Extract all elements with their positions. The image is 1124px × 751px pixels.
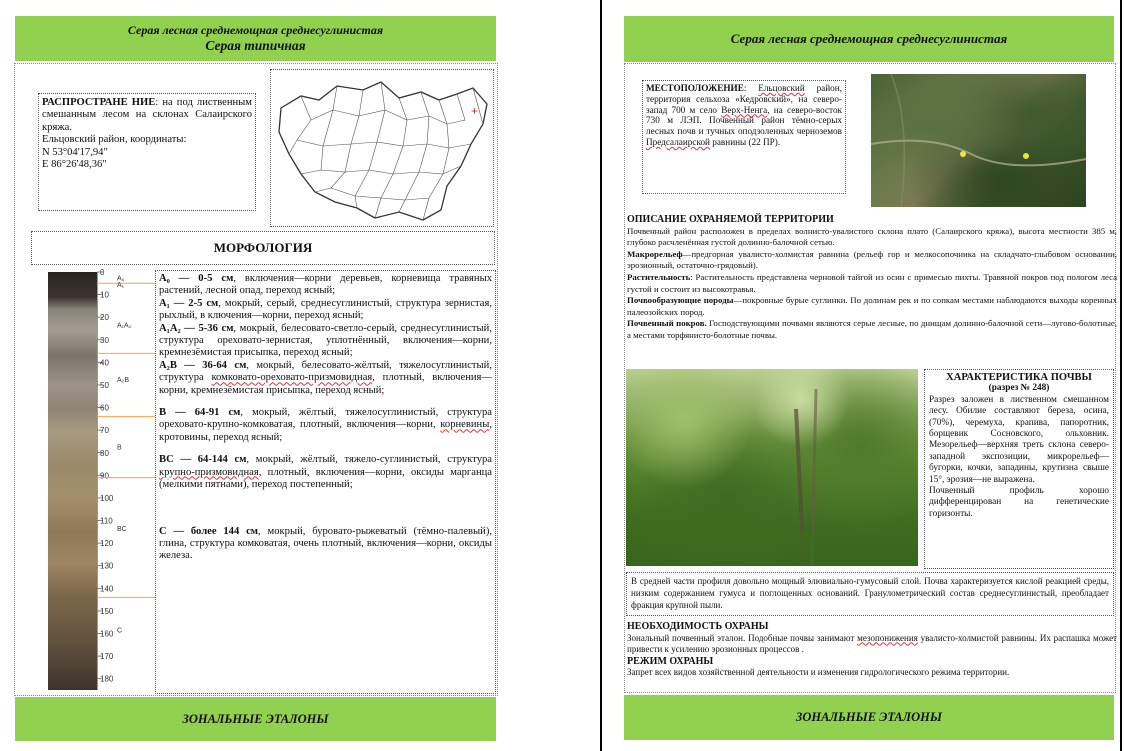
horizon-a0-name: А₀ — 0-5 см: [159, 273, 234, 284]
horizon-a1a2-name: А₁А₂ — 5-36 см: [159, 322, 234, 334]
ruler-tick-label: 70: [100, 426, 109, 436]
left-header-bar: [15, 16, 496, 61]
location-text-c: , на северо-восток 730 м ЛЭП. Почвенный район тёмно-серых лесных почв и тучных оподзоленных черноземов: [646, 104, 843, 137]
soil-characteristic-box: [924, 369, 1114, 569]
necessity-text-a: Зональный почвенный эталон. Подобные почвы занимают: [627, 632, 858, 643]
depth-ruler-overlay: [48, 268, 163, 691]
location-text-sq2: Верх-Ненга: [721, 104, 768, 115]
horizon-b-text-b: , кротовины, переход ясный;: [159, 419, 492, 443]
left-header-line1: Серая лесная среднемощная среднесуглинистая: [127, 23, 384, 37]
territory-intro: Почвенный район расположен в пределах волнисто-увалистого склона плато (Салаирского кряжа), высота местности 385 м, глубоко расчленённая густой долинно-балочной сетью.: [627, 225, 1117, 248]
ruler-tick-label: 50: [100, 380, 109, 390]
left-footer-title: ЗОНАЛЬНЫЕ ЭТАЛОНЫ: [182, 712, 329, 726]
horizon-bc-name: ВС — 64-144 см: [159, 454, 247, 466]
location-box: [642, 80, 846, 194]
parent-rock-text: —покровные бурые суглинки. По долинам рек и по сопкам местами наблюдаются выходы коренных палеозойских пород.: [627, 295, 1117, 317]
right-footer-bar: [624, 695, 1114, 740]
forest-photo-overlay: [626, 369, 918, 566]
horizon-a1a2-text: , мокрый, белесовато-светло-серый, среднесуглинистый, структура ореховато-зернистая, уплотнённый, включения—корни, кремнезёмистая присыпка, переход ясный;: [159, 322, 492, 359]
horizon-b: [159, 407, 492, 444]
parent-rock-label: Почвообразующие породы: [627, 295, 734, 306]
territory-macrorelief: [627, 249, 1117, 272]
characteristic-subtitle: (разрез № 248): [988, 383, 1050, 394]
location-pin-icon: [960, 151, 966, 157]
ruler-horizon-label: B: [117, 444, 122, 452]
horizon-a1-text: , мокрый, серый, среднесуглинистый, структура зернистая, рыхлый, в ключения—корни, переход ясный;: [159, 297, 493, 322]
right-page: [604, 0, 1124, 751]
left-header-line2: Серая типичная: [205, 38, 306, 53]
distribution-label: РАСПРОСТРАНЕ НИЕ: [42, 97, 156, 108]
morphology-title: МОРФОЛОГИЯ: [213, 240, 313, 255]
profile-summary-box: [626, 572, 1114, 616]
region-map-graphic: [271, 70, 493, 226]
ruler-tick-label: 150: [100, 606, 114, 616]
horizon-bc: [159, 454, 492, 491]
distribution-lat: N 53°04'17,94": [42, 146, 108, 158]
right-page-edge: [1120, 0, 1122, 751]
ruler-tick-label: 60: [100, 403, 109, 413]
left-page-edge: [600, 0, 602, 751]
ruler-horizon-label: A₀: [117, 275, 125, 283]
location-text-sq3: Предсалаирской: [646, 136, 710, 147]
ruler-tick-label: 160: [100, 629, 114, 639]
territory-description: [627, 214, 1117, 342]
horizon-a1-name: А₁ — 2-5 см: [159, 297, 219, 309]
region-map: [270, 69, 494, 227]
ruler-tick-label: 110: [100, 516, 113, 526]
satellite-image: [871, 74, 1086, 207]
regime-text: Запрет всех видов хозяйственной деятельности и изменения гидрологического режима территории.: [627, 667, 1010, 678]
horizon-a2b-text-b: , плотный, включения—корни, кремнезёмистая присыпка, переход ясный;: [159, 372, 493, 396]
distribution-lon: E 86°26'48,36": [42, 159, 107, 171]
forest-photo: [626, 369, 918, 566]
ruler-tick-label: 30: [100, 335, 109, 345]
satellite-overlay: [871, 74, 1086, 207]
distribution-region: Ельцовский район, координаты:: [42, 134, 187, 146]
horizon-bc-text-a: , мокрый, жёлтый, тяжело-суглинистый, структура: [246, 454, 493, 466]
soil-cover-label: Почвенный покров.: [627, 318, 707, 329]
location-label: МЕСТОПОЛОЖЕНИЕ: [646, 83, 744, 93]
distribution-text: : на под лиственным смешанным лесом на склонах Салаирского кряжа.: [42, 97, 253, 133]
territory-title: ОПИСАНИЕ ОХРАНЯЕМОЙ ТЕРРИТОРИИ: [627, 214, 834, 225]
characteristic-text: Разрез заложен в лиственном смешанном лесу. Обилие составляют береза, осина, (70%), черемуха, крапива, папоротник, борщевик Сосновского, ольховник. Мезорельеф—верхняя треть склона северо-западной экспозиции, микрорельеф—бугорки, кочки, западины, крутизна свыше 15°, эрозия—не выражена.: [929, 394, 1109, 485]
left-footer-bar: [15, 697, 496, 741]
ruler-horizon-label: BC: [117, 526, 127, 534]
necessity-text-sq: мезопонижения: [857, 632, 918, 643]
ruler-tick-label: 90: [100, 471, 109, 481]
necessity-text-b: увалисто-холмистой равнины. Их распашка может привести к усилению эрозионных процессов .: [627, 632, 1117, 655]
ruler-horizon-label: C: [117, 627, 123, 635]
horizon-a0: [159, 273, 492, 298]
horizon-c: [159, 526, 492, 563]
protection-section: [627, 621, 1117, 679]
regime-title: РЕЖИМ ОХРАНЫ: [627, 655, 714, 667]
distribution-box: [38, 93, 256, 211]
horizon-a0-text: , включения—корни деревьев, корневища травяных растений, лесной опад, переход ясный;: [159, 273, 492, 297]
horizon-bc-text-sq: крупно-призмовидная: [159, 466, 259, 478]
ruler-tick-label: 100: [100, 493, 114, 503]
horizon-a2b-name: А₂В — 36-64 см: [159, 359, 247, 371]
horizon-b-text-sq: корневины: [440, 419, 490, 431]
necessity-text: [627, 633, 1117, 656]
right-header-bar: [624, 16, 1114, 62]
location-text-b: район, территория сельхоза «Кедровский», на северо-запад 700 м село: [646, 83, 842, 115]
ruler-horizon-label: A₁A₂: [117, 322, 132, 330]
necessity-title: НЕОБХОДИМОСТЬ ОХРАНЫ: [627, 621, 769, 632]
macrorelief-label: Макрорельеф: [627, 248, 683, 259]
ruler-tick-label: 80: [100, 448, 109, 458]
soil-cover-text: Господствующими почвами являются серые лесные, по днищам долинно-балочной сети—лугово-болотные, а местами торфянисто-болотные почвы.: [627, 318, 1117, 340]
right-header-title: Серая лесная среднемощная среднесуглинистая: [730, 31, 1008, 46]
characteristic-profile: Почвенный профиль хорошо дифференцирован на генетические горизонты.: [929, 486, 1109, 519]
location-text-d: равнины (22 ПР).: [709, 136, 781, 147]
ruler-tick-label: 130: [100, 561, 114, 571]
territory-soil-cover: [627, 318, 1117, 341]
territory-parent-rock: [627, 295, 1117, 318]
horizon-b-name: В — 64-91 см: [159, 407, 241, 419]
horizon-bc-text-b: , плотный, включения—корни, оксиды марганца (мелкими пятнами), переход постепенный;: [159, 466, 492, 491]
ruler-tick-label: 180: [100, 674, 114, 684]
ruler-tick-label: 20: [100, 313, 109, 323]
vegetation-text: : Растительность представлена черновой тайгой из осин с примесью пихты. Травяной покров под пологом леса густой и состоит из высокотравья.: [627, 271, 1117, 294]
ruler-tick-label: 140: [100, 584, 114, 594]
characteristic-title: ХАРАКТЕРИСТИКА ПОЧВЫ: [946, 372, 1092, 383]
ruler-tick-label: 10: [100, 290, 109, 300]
svg-text:+: +: [471, 104, 479, 118]
horizon-a2b: [159, 360, 492, 397]
vegetation-label: Растительность: [627, 271, 691, 282]
horizon-a1: [159, 298, 492, 323]
horizon-a2b-text-sq: комковато-ореховато-призмовидная: [211, 372, 373, 384]
horizon-descriptions: [155, 270, 496, 694]
location-text-sq: Ельцовский: [758, 83, 805, 93]
horizon-c-name: С — более 144 см: [159, 525, 259, 537]
macrorelief-text: —предгорная увалисто-холмистая равнина (рельеф гор и мелкосопочника на складчато-глыбовом основании, эрозионный, остаточно-грядовый).: [627, 248, 1117, 271]
horizon-a1a2: [159, 323, 492, 360]
location-text-a: :: [743, 83, 759, 93]
ruler-tick-label: 40: [100, 358, 109, 368]
morphology-title-box: [31, 231, 495, 265]
horizon-b-text-a: , мокрый, жёлтый, тяжелосуглинистый, структура ореховато-крупно-комковатая, плотный, включения—корни,: [159, 407, 492, 431]
ruler-tick-label: 170: [100, 652, 114, 662]
profile-summary: В средней части профиля довольно мощный элювиально-гумусовый слой. Почва характеризуется кислой реакцией среды, низким содержанием гумуса и поглощенных оснований. Гранулометрический состав среднесуглинистый, преобладает фракция крупной пыли.: [631, 576, 1109, 610]
location-pin-icon-2: [1023, 153, 1029, 159]
ruler-tick-label: 0: [100, 268, 105, 277]
ruler-tick-label: 120: [100, 539, 114, 549]
right-footer-title: ЗОНАЛЬНЫЕ ЭТАЛОНЫ: [795, 710, 942, 724]
ruler-horizon-label: A₁: [117, 282, 125, 290]
horizon-c-text: , мокрый, буровато-рыжеватый (тёмно-палевый), глина, структура комковатая, очень плотный, включения—корни, оксиды железа.: [159, 525, 493, 562]
horizon-a2b-text-a: , мокрый, белесовато-жёлтый, тяжелосуглинистый, структура: [159, 359, 492, 384]
territory-vegetation: [627, 272, 1117, 295]
ruler-horizon-label: A₂B: [117, 376, 130, 384]
